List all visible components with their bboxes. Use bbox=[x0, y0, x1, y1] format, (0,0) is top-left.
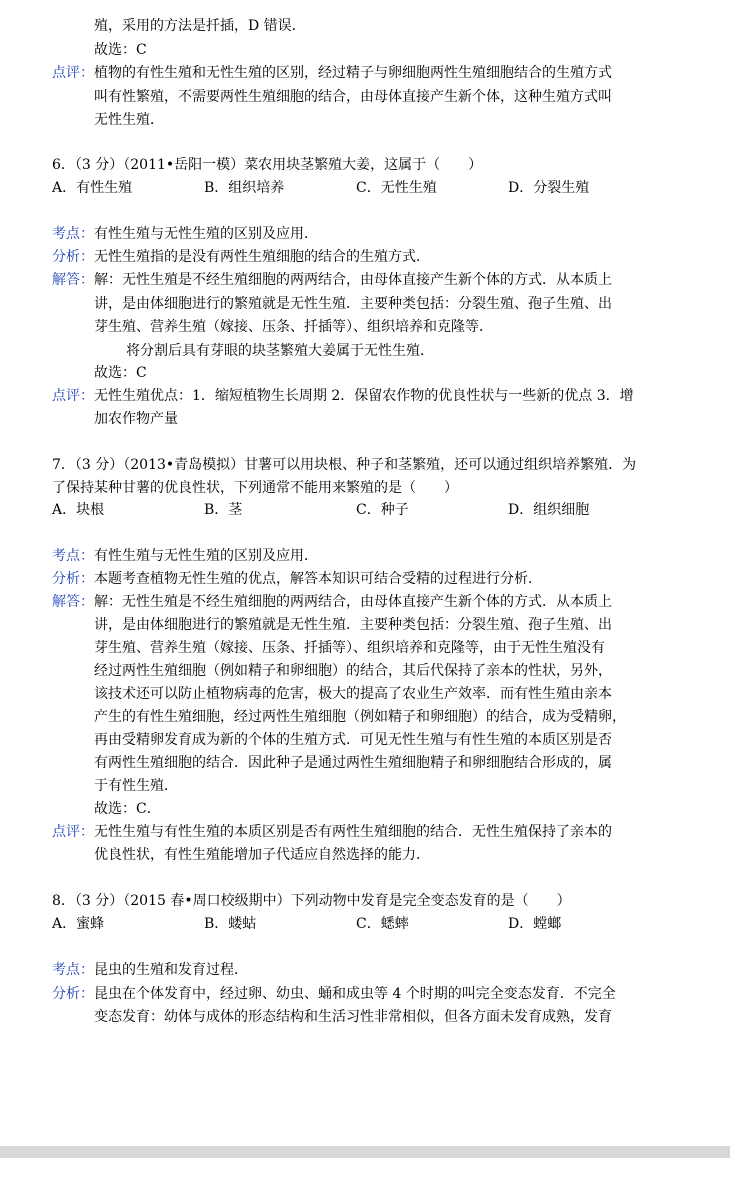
jieda-label: 解答： bbox=[52, 272, 94, 288]
jieda-line: 解：无性生殖是不经生殖细胞的两两结合，由母体直接产生新个体的方式．从本质上 bbox=[94, 594, 612, 610]
option-b: B．组织培养 bbox=[204, 180, 285, 196]
option-a: A．有性生殖 bbox=[52, 180, 133, 196]
option-d: D．分裂生殖 bbox=[508, 180, 590, 196]
jieda-line: 经过两性生殖细胞（例如精子和卵细胞）的结合，其后代保持了亲本的性状，另外， bbox=[94, 663, 612, 679]
fenxi-line: 变态发育：幼体与成体的形态结构和生活习性非常相似，但各方面未发育成熟，发育 bbox=[94, 1009, 612, 1025]
jieda-line: 讲，是由体细胞进行的繁殖就是无性生殖．主要种类包括：分裂生殖、孢子生殖、出 bbox=[94, 296, 612, 312]
question-stem: 6．（3 分）（2011•岳阳一模）菜农用块茎繁殖大姜，这属于（ ） bbox=[52, 157, 483, 173]
jieda-line: 讲，是由体细胞进行的繁殖就是无性生殖．主要种类包括：分裂生殖、孢子生殖、出 bbox=[94, 617, 612, 633]
jieda-line: 于有性生殖． bbox=[94, 778, 178, 794]
dianping-label: 点评： bbox=[52, 824, 94, 840]
kaodian-label: 考点： bbox=[52, 548, 94, 564]
question-stem: 7．（3 分）（2013•青岛模拟）甘薯可以用块根、种子和茎繁殖，还可以通过组织培养繁殖．为 bbox=[52, 457, 637, 473]
kaodian-text: 有性生殖与无性生殖的区别及应用． bbox=[94, 548, 318, 564]
question-stem: 了保持某种甘薯的优良性状，下列通常不能用来繁殖的是（ ） bbox=[52, 480, 458, 496]
option-b: B．茎 bbox=[204, 502, 243, 518]
answer-line: 故选：C． bbox=[94, 801, 161, 817]
fenxi-text: 本题考查植物无性生殖的优点，解答本知识可结合受精的过程进行分析． bbox=[94, 571, 542, 587]
dianping-line: 优良性状，有性生殖能增加子代适应自然选择的能力． bbox=[94, 847, 430, 863]
option-d: D．组织细胞 bbox=[508, 502, 590, 518]
option-b: B．蝼蛄 bbox=[204, 916, 257, 932]
page-separator bbox=[0, 1146, 730, 1158]
option-d: D．螳螂 bbox=[508, 916, 562, 932]
option-c: C．无性生殖 bbox=[356, 180, 437, 196]
jieda-line: 芽生殖、营养生殖（嫁接、压条、扦插等）、组织培养和克隆等． bbox=[94, 319, 493, 335]
comment-label: 点评： bbox=[52, 65, 94, 81]
answer-line: 故选：C bbox=[94, 42, 147, 58]
comment-line: 叫有性繁殖，不需要两性生殖细胞的结合，由母体直接产生新个体，这种生殖方式叫 bbox=[94, 89, 612, 105]
kaodian-label: 考点： bbox=[52, 226, 94, 242]
option-a: A．蜜蜂 bbox=[52, 916, 105, 932]
fenxi-line: 昆虫在个体发育中，经过卵、幼虫、蛹和成虫等 4 个时期的叫完全变态发育．不完全 bbox=[94, 986, 616, 1002]
jieda-line: 该技术还可以防止植物病毒的危害，极大的提高了农业生产效率．而有性生殖由亲本 bbox=[94, 686, 612, 702]
kaodian-text: 有性生殖与无性生殖的区别及应用． bbox=[94, 226, 318, 242]
dianping-line: 无性生殖与有性生殖的本质区别是否有两性生殖细胞的结合．无性生殖保持了亲本的 bbox=[94, 824, 612, 840]
jieda-line: 有两性生殖细胞的结合．因此种子是通过两性生殖细胞精子和卵细胞结合形成的，属 bbox=[94, 755, 612, 771]
kaodian-text: 昆虫的生殖和发育过程． bbox=[94, 962, 248, 978]
option-a: A．块根 bbox=[52, 502, 105, 518]
jieda-line: 将分割后具有芽眼的块茎繁殖大姜属于无性生殖． bbox=[126, 343, 434, 359]
fenxi-label: 分析： bbox=[52, 571, 94, 587]
fenxi-label: 分析： bbox=[52, 249, 94, 265]
text-line: 殖，采用的方法是扦插，D 错误． bbox=[94, 18, 306, 34]
question-stem: 8．（3 分）（2015 春•周口校级期中）下列动物中发育是完全变态发育的是（ ） bbox=[52, 893, 571, 909]
kaodian-label: 考点： bbox=[52, 962, 94, 978]
fenxi-text: 无性生殖指的是没有两性生殖细胞的结合的生殖方式． bbox=[94, 249, 430, 265]
dianping-line: 加农作物产量 bbox=[94, 411, 178, 427]
dianping-line: 无性生殖优点：1．缩短植物生长周期 2．保留农作物的优良性状与一些新的优点 3．增 bbox=[94, 388, 634, 404]
jieda-line: 再由受精卵发育成为新的个体的生殖方式．可见无性生殖与有性生殖的本质区别是否 bbox=[94, 732, 612, 748]
jieda-label: 解答： bbox=[52, 594, 94, 610]
answer-line: 故选：C bbox=[94, 365, 147, 381]
jieda-line: 芽生殖、营养生殖（嫁接、压条、扦插等）、组织培养和克隆等，由于无性生殖没有 bbox=[94, 640, 605, 656]
comment-line: 植物的有性生殖和无性生殖的区别，经过精子与卵细胞两性生殖细胞结合的生殖方式 bbox=[94, 65, 612, 81]
option-c: C．种子 bbox=[356, 502, 409, 518]
jieda-line: 解：无性生殖是不经生殖细胞的两两结合，由母体直接产生新个体的方式．从本质上 bbox=[94, 272, 612, 288]
fenxi-label: 分析： bbox=[52, 986, 94, 1002]
comment-line: 无性生殖． bbox=[94, 112, 164, 128]
jieda-line: 产生的有性生殖细胞，经过两性生殖细胞（例如精子和卵细胞）的结合，成为受精卵， bbox=[94, 709, 626, 725]
dianping-label: 点评： bbox=[52, 388, 94, 404]
option-c: C．蟋蟀 bbox=[356, 916, 409, 932]
